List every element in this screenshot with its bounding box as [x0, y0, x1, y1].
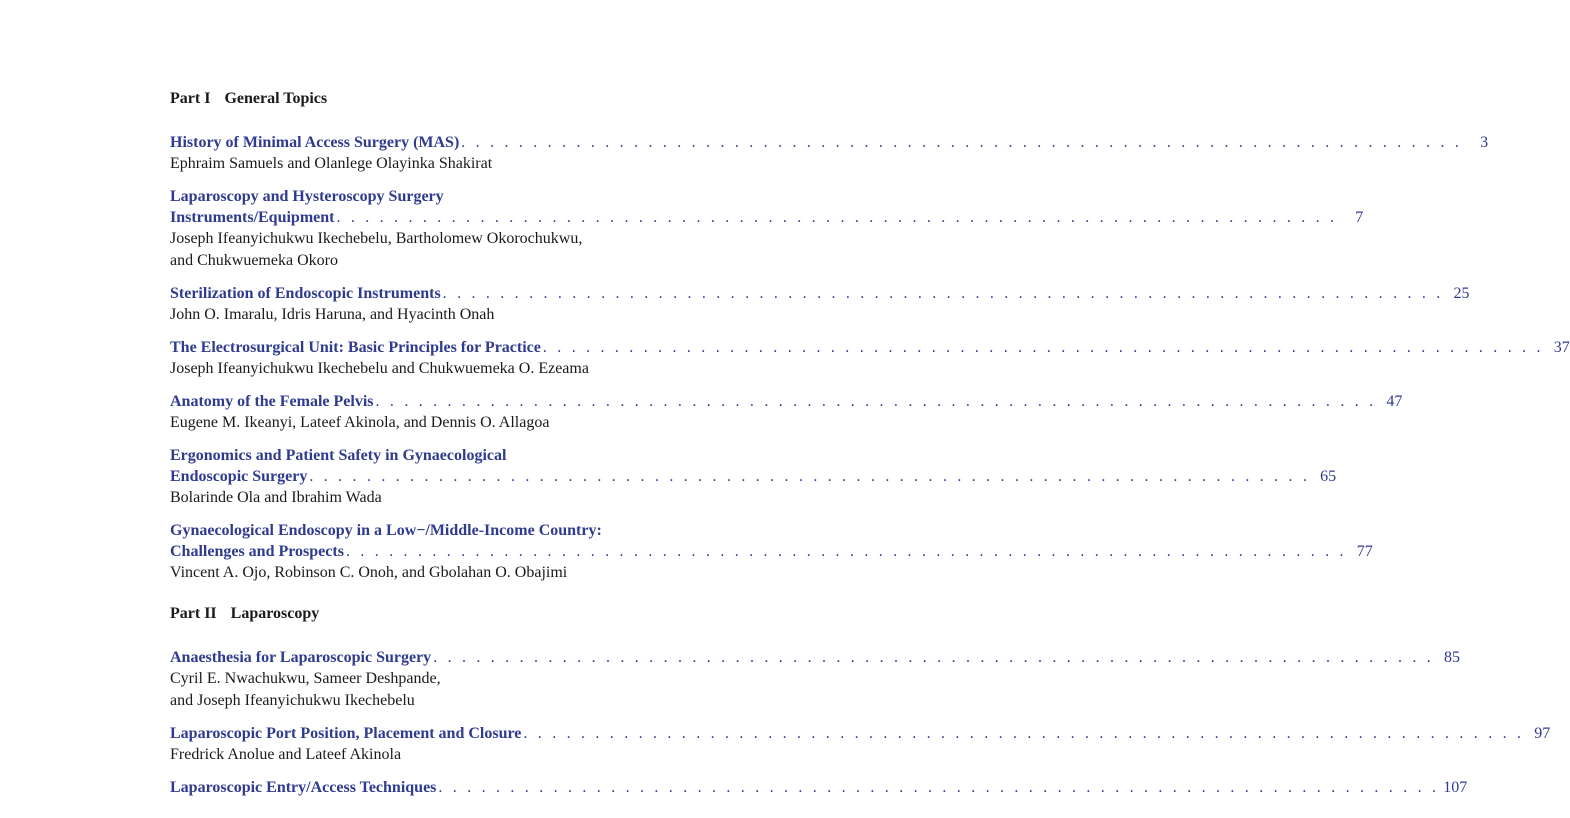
- dot-leader: . . . . . . . . . . . . . . . . . . . . . . . . . . . . . . . . . . . . . . . . . . . . . . . . . . . . . . . . . . . . . . . . . . . . . .: [433, 649, 1434, 666]
- chapter-title-row: [170, 391, 1403, 412]
- chapter-title-link[interactable]: Challenges and Prospects: [170, 543, 344, 560]
- table-of-contents: [170, 89, 1570, 818]
- part-heading: [170, 89, 710, 109]
- chapter-title-row: [170, 337, 1570, 358]
- dot-leader: . . . . . . . . . . . . . . . . . . . . . . . . . . . . . . . . . . . . . . . . . . . . . . . . . . . . . . . . . . . . . . . . . . . . . .: [461, 134, 1463, 151]
- toc-entry: [170, 445, 1337, 509]
- chapter-title-row: [170, 207, 1364, 228]
- chapter-title-row: [170, 777, 1468, 798]
- chapter-title-row: [170, 132, 1489, 153]
- page-number-link[interactable]: 97: [1534, 725, 1551, 742]
- page-number-link[interactable]: 77: [1356, 543, 1373, 560]
- dot-leader: . . . . . . . . . . . . . . . . . . . . . . . . . . . . . . . . . . . . . . . . . . . . . . . . . . . . . . . . . . . . . . . . . . . . . .: [345, 543, 1347, 560]
- page-number-link[interactable]: 107: [1443, 779, 1468, 796]
- toc-entries: [170, 647, 1551, 798]
- chapter-title-row: [170, 283, 1470, 304]
- chapter-authors: Bolarinde Ola and Ibrahim Wada: [170, 489, 382, 506]
- dot-leader: . . . . . . . . . . . . . . . . . . . . . . . . . . . . . . . . . . . . . . . . . . . . . . . . . . . . . . . . . . . . . . . . . . . . . .: [542, 339, 1544, 356]
- dot-leader: . . . . . . . . . . . . . . . . . . . . . . . . . . . . . . . . . . . . . . . . . . . . . . . . . . . . . . . . . . . . . . . . . . . . . .: [309, 468, 1311, 485]
- part-heading: [170, 604, 710, 624]
- chapter-title-link[interactable]: Laparoscopic Entry/Access Techniques: [170, 779, 437, 796]
- page-number-link[interactable]: 7: [1355, 209, 1364, 226]
- page-number-link[interactable]: 3: [1480, 134, 1489, 151]
- toc-entry: [170, 777, 1468, 798]
- toc-part: [170, 604, 1551, 798]
- chapter-title-row: [170, 466, 1337, 487]
- toc-entries: [170, 132, 1570, 584]
- toc-entry: [170, 647, 1460, 712]
- dot-leader: . . . . . . . . . . . . . . . . . . . . . . . . . . . . . . . . . . . . . . . . . . . . . . . . . . . . . . . . . . . . . . . . . . . . . .: [523, 725, 1525, 742]
- chapter-title-row: [170, 723, 1551, 744]
- dot-leader: . . . . . . . . . . . . . . . . . . . . . . . . . . . . . . . . . . . . . . . . . . . . . . . . . . . . . . . . . . . . . . . . . . . . . .: [442, 285, 1444, 302]
- chapter-authors: Vincent A. Ojo, Robinson C. Onoh, and Gbolahan O. Obajimi: [170, 564, 568, 581]
- page-number-link[interactable]: 65: [1320, 468, 1337, 485]
- chapter-authors: Fredrick Anolue and Lateef Akinola: [170, 746, 402, 763]
- part-title: Laparoscopy: [230, 605, 320, 622]
- dot-leader: . . . . . . . . . . . . . . . . . . . . . . . . . . . . . . . . . . . . . . . . . . . . . . . . . . . . . . . . . . . . . . . . . . . . . .: [336, 209, 1338, 226]
- chapter-title-link[interactable]: The Electrosurgical Unit: Basic Principles for Practice: [170, 339, 541, 356]
- page-number-link[interactable]: 37: [1553, 339, 1570, 356]
- chapter-title-link[interactable]: Endoscopic Surgery: [170, 468, 308, 485]
- toc-entry: [170, 132, 1489, 175]
- chapter-authors: Cyril E. Nwachukwu, Sameer Deshpande,: [170, 670, 441, 687]
- chapter-title-link[interactable]: Sterilization of Endoscopic Instruments: [170, 285, 441, 302]
- toc-entry: [170, 723, 1551, 766]
- chapter-authors: Joseph Ifeanyichukwu Ikechebelu, Bartholomew Okorochukwu,: [170, 230, 583, 247]
- chapter-authors: Joseph Ifeanyichukwu Ikechebelu and Chukwuemeka O. Ezeama: [170, 360, 589, 377]
- page-number-link[interactable]: 25: [1453, 285, 1470, 302]
- toc-entry: [170, 391, 1403, 434]
- toc-entry: [170, 186, 1364, 272]
- chapter-title-link[interactable]: Anaesthesia for Laparoscopic Surgery: [170, 649, 432, 666]
- dot-leader: . . . . . . . . . . . . . . . . . . . . . . . . . . . . . . . . . . . . . . . . . . . . . . . . . . . . . . . . . . . . . . . . . . . . . .: [375, 393, 1377, 410]
- toc-entry: [170, 283, 1470, 326]
- chapter-title-link[interactable]: Anatomy of the Female Pelvis: [170, 393, 374, 410]
- chapter-authors: Ephraim Samuels and Olanlege Olayinka Shakirat: [170, 155, 493, 172]
- chapter-authors: and Joseph Ifeanyichukwu Ikechebelu: [170, 692, 415, 709]
- chapter-title-link[interactable]: Gynaecological Endoscopy in a Low−/Middle-Income Country:: [170, 522, 602, 539]
- chapter-title-row: [170, 541, 1373, 562]
- chapter-title-link[interactable]: Laparoscopy and Hysteroscopy Surgery: [170, 188, 444, 205]
- chapter-title-row: [170, 647, 1460, 668]
- dot-leader: . . . . . . . . . . . . . . . . . . . . . . . . . . . . . . . . . . . . . . . . . . . . . . . . . . . . . . . . . . . . . . . . . . . . . .: [438, 779, 1440, 796]
- chapter-authors: and Chukwuemeka Okoro: [170, 252, 338, 269]
- toc-part: [170, 89, 1570, 584]
- chapter-authors: John O. Imaralu, Idris Haruna, and Hyacinth Onah: [170, 306, 495, 323]
- part-title: General Topics: [224, 90, 328, 107]
- page-number-link[interactable]: 85: [1444, 649, 1460, 666]
- chapter-title-link[interactable]: Ergonomics and Patient Safety in Gynaecological: [170, 447, 507, 464]
- chapter-title-link[interactable]: History of Minimal Access Surgery (MAS): [170, 134, 460, 151]
- toc-entry: [170, 337, 1570, 380]
- part-number: Part I: [170, 90, 211, 107]
- chapter-title-link[interactable]: Instruments/Equipment: [170, 209, 335, 226]
- part-number: Part II: [170, 605, 217, 622]
- chapter-title-link[interactable]: Laparoscopic Port Position, Placement and Closure: [170, 725, 522, 742]
- chapter-authors: Eugene M. Ikeanyi, Lateef Akinola, and Dennis O. Allagoa: [170, 414, 550, 431]
- toc-entry: [170, 520, 1373, 584]
- page-number-link[interactable]: 47: [1386, 393, 1403, 410]
